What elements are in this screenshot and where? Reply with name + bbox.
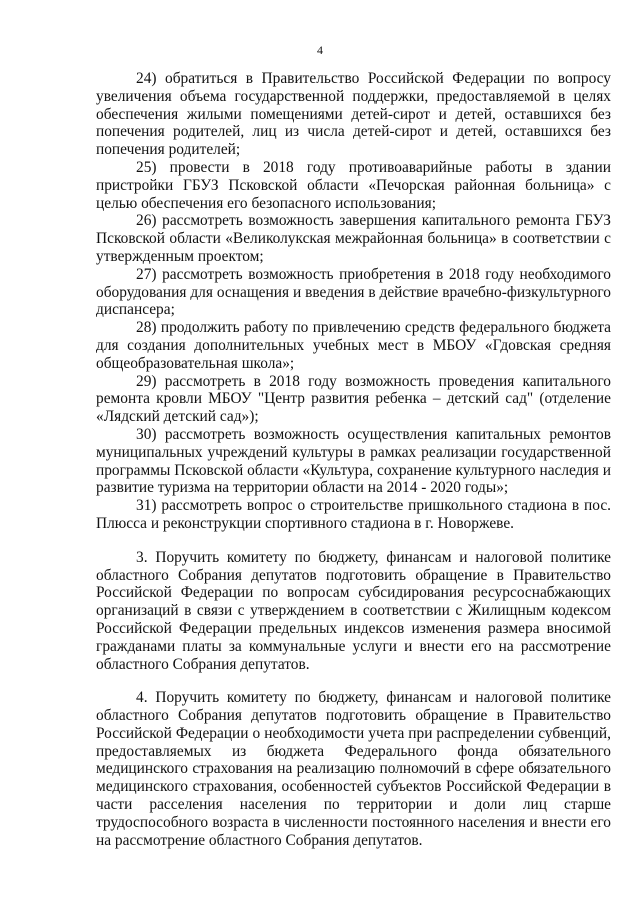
list-item-31: 31) рассмотреть вопрос о строительстве пришкольного стадиона в пос. Плюсса и реконструкции спортивного стадиона в г. Новоржеве. bbox=[96, 497, 611, 532]
list-item-27: 27) рассмотреть возможность приобретения в 2018 году необходимого оборудования для оснащения и введения в действие врачебно-физкультурного диспансера; bbox=[96, 265, 611, 319]
list-item-25: 25) провести в 2018 году противоаварийные работы в здании пристройки ГБУЗ Псковской области «Печорская районная больница» с целью обеспечения его безопасного использования; bbox=[96, 158, 611, 212]
list-item-26: 26) рассмотреть возможность завершения капитального ремонта ГБУЗ Псковской области «Великолукская межрайонная больница» в соответствии с утвержденным проектом; bbox=[96, 212, 611, 265]
list-item-24: 24) обратиться в Правительство Российской Федерации по вопросу увеличения объема государственной поддержки, предоставляемой в целях обеспечения жилыми помещениями детей-сирот и детей, оставшихся без попечения родителей, лиц из числа детей-сирот и детей, оставшихся без попечения родителей; bbox=[96, 70, 611, 159]
document-body bbox=[96, 70, 611, 849]
paragraph-3: 3. Поручить комитету по бюджету, финансам и налоговой политике областного Собрания депутатов подготовить обращение в Правительство Российской Федерации по вопросам субсидирования ресурсоснабжающих организаций в связи с утверждением в соответствии с Жилищным кодексом Российской Федерации предельных индексов изменения размера вносимой гражданами платы за коммунальные услуги и внести его на рассмотрение областного Собрания депутатов. bbox=[96, 548, 611, 673]
list-item-30: 30) рассмотреть возможность осуществления капитальных ремонтов муниципальных учреждений культуры в рамках реализации государственной программы Псковской области «Культура, сохранение культурного наследия и развитие туризма на территории области на 2014 - 2020 годы»; bbox=[96, 425, 611, 497]
list-item-29: 29) рассмотреть в 2018 году возможность проведения капитального ремонта кровли МБОУ "Центр развития ребенка – детский сад" (отделение «Лядский детский сад»); bbox=[96, 372, 611, 426]
paragraph-4: 4. Поручить комитету по бюджету, финансам и налоговой политике областного Собрания депутатов подготовить обращение в Правительство Российской Федерации о необходимости учета при распределении субвенций, предоставляемых из бюджета Федерального фонда обязательного медицинского страхования на реализацию полномочий в сфере обязательного медицинского страхования, особенностей субъектов Российской Федерации в части расселения населения по территории и доли лиц старше трудоспособного возраста в численности постоянного населения и внести его на рассмотрение областного Собрания депутатов. bbox=[96, 689, 611, 849]
list-item-28: 28) продолжить работу по привлечению средств федерального бюджета для создания дополнительных учебных мест в МБОУ «Гдовская средняя общеобразовательная школа»; bbox=[96, 319, 611, 372]
page-number: 4 bbox=[317, 43, 323, 57]
